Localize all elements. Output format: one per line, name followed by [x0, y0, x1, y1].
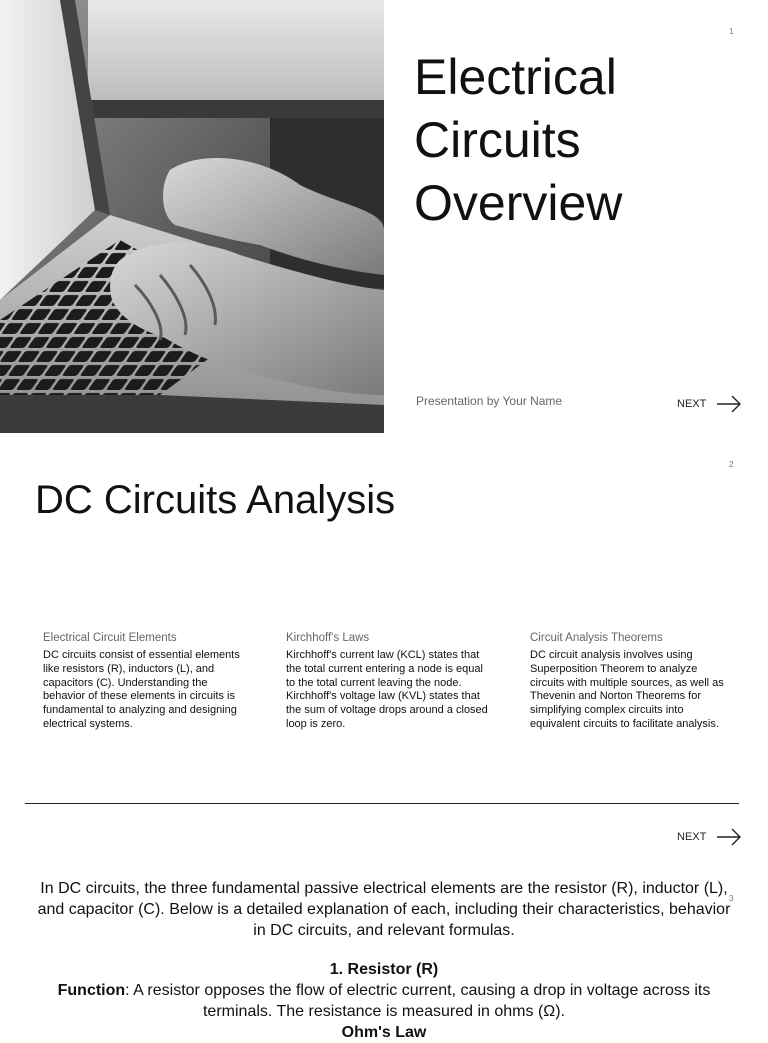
slide-title: DC Circuits Analysis: [35, 478, 396, 522]
divider: [25, 803, 739, 804]
column-analysis-theorems: [530, 632, 730, 732]
column-heading: Kirchhoff's Laws: [286, 632, 370, 644]
column-body: DC circuits consist of essential elements like resistors (R), inductors (L), and capacitors (C). Understanding the behavior of these elements in circuits is fundamental to analyzing and designing electrical systems.: [43, 649, 240, 730]
column-circuit-elements: [43, 632, 248, 732]
page-number: 1: [729, 27, 734, 36]
dc-analysis-slide: [0, 448, 768, 868]
presenter-credit: Presentation by Your Name: [416, 394, 563, 408]
title-slide: [0, 0, 768, 433]
elements-detail-slide: [0, 872, 768, 1041]
function-paragraph: [30, 980, 738, 1022]
laptop-typing-photo: [0, 0, 384, 433]
next-label: NEXT: [677, 398, 707, 410]
page-number: 2: [729, 460, 734, 469]
arrow-right-icon: [716, 828, 742, 846]
column-kirchhoff-laws: [286, 632, 491, 732]
next-label: NEXT: [677, 831, 707, 843]
next-button[interactable]: [677, 395, 742, 413]
section-heading: 1. Resistor (R): [329, 961, 439, 978]
column-body: DC circuit analysis involves using Superposition Theorem to analyze circuits with multiple sources, as well as Thevenin and Norton Theorems for simplifying complex circuits into equivalent circuits to facilitate analysis.: [530, 649, 724, 730]
next-button[interactable]: [677, 828, 742, 846]
intro-paragraph: In DC circuits, the three fundamental passive electrical elements are the resistor (R), inductor (L), and capacitor (C). Below is a detailed explanation of each, including their characteristics, behavior in DC circuits, and relevant formulas.: [37, 880, 731, 939]
document-body: [30, 878, 738, 1043]
presentation-title: [414, 46, 744, 235]
column-body: Kirchhoff's current law (KCL) states that the total current entering a node is equal to the total current leaving the node. Kirchhoff's voltage law (KVL) states that the sum of voltage drops around a closed loop is zero.: [286, 649, 488, 730]
page-number: 3: [729, 894, 734, 903]
function-label: Function: [57, 982, 126, 999]
title-line: Circuits: [414, 112, 581, 168]
title-line: Electrical: [414, 49, 617, 105]
column-heading: Circuit Analysis Theorems: [530, 632, 663, 644]
subsection-heading: Ohm's Law: [341, 1024, 427, 1041]
title-line: Overview: [414, 175, 623, 231]
column-heading: Electrical Circuit Elements: [43, 632, 177, 644]
arrow-right-icon: [716, 395, 742, 413]
function-text: : A resistor opposes the flow of electric current, causing a drop in voltage across its terminals. The resistance is measured in ohms (Ω).: [125, 982, 711, 1020]
